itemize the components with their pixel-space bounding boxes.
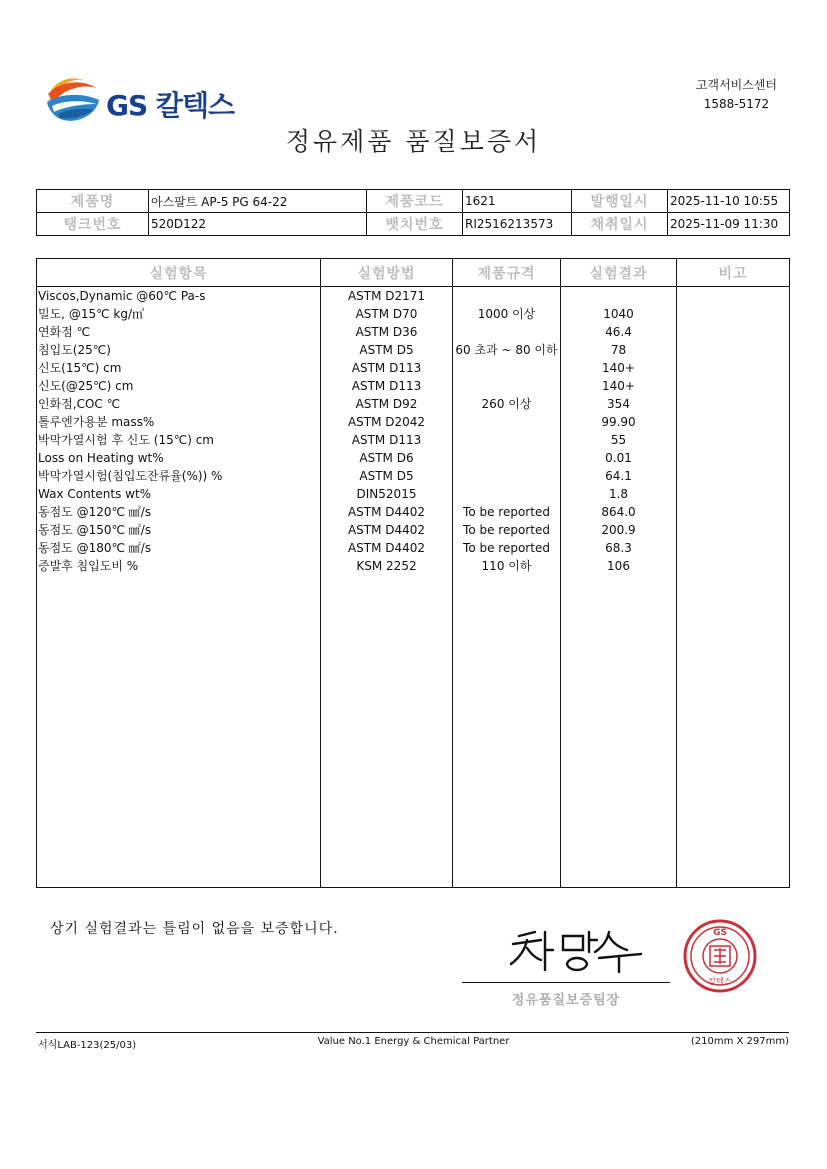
test-method-cell: ASTM D4402 xyxy=(321,521,453,539)
test-item-cell: 동점도 @180℃ ㎟/s xyxy=(37,539,321,557)
product-spec-cell xyxy=(453,485,561,503)
remarks-cell xyxy=(677,503,790,521)
guarantee-statement: 상기 실험결과는 틀림이 없음을 보증합니다. xyxy=(50,921,339,937)
remarks-cell xyxy=(677,449,790,467)
table-row xyxy=(37,449,790,467)
test-item-cell: 증발후 침입도비 % xyxy=(37,557,321,575)
test-item-cell: 신도(@25℃) cm xyxy=(37,377,321,395)
test-result-cell: 68.3 xyxy=(561,539,677,557)
test-method-cell: ASTM D92 xyxy=(321,395,453,413)
paper-size: (210mm X 297mm) xyxy=(690,1036,789,1047)
product-spec-cell xyxy=(453,359,561,377)
tank-no-value: 520D122 xyxy=(149,213,367,236)
test-method-cell: DIN52015 xyxy=(321,485,453,503)
test-method-cell: ASTM D5 xyxy=(321,467,453,485)
empty-cell xyxy=(321,575,453,888)
test-result-cell: 46.4 xyxy=(561,323,677,341)
table-row xyxy=(37,359,790,377)
test-item-cell: 박막가열시험 후 신도 (15℃) cm xyxy=(37,431,321,449)
remarks-cell xyxy=(677,341,790,359)
table-row xyxy=(37,413,790,431)
test-method-cell: KSM 2252 xyxy=(321,557,453,575)
document-title: 정유제품 품질보증서 xyxy=(285,127,542,156)
remarks-cell xyxy=(677,287,790,306)
footer-slogan: Value No.1 Energy & Chemical Partner xyxy=(317,1036,510,1047)
table-row xyxy=(37,521,790,539)
remarks-cell xyxy=(677,413,790,431)
form-number: 서식LAB-123(25/03) xyxy=(38,1040,137,1051)
product-spec-cell xyxy=(453,377,561,395)
svg-text:칼텍스: 칼텍스 xyxy=(708,977,732,986)
test-item-cell: 톨루엔가용분 mass% xyxy=(37,413,321,431)
product-spec-cell xyxy=(453,431,561,449)
table-row xyxy=(37,323,790,341)
test-method-cell: ASTM D36 xyxy=(321,323,453,341)
product-spec-cell xyxy=(453,467,561,485)
test-results-table xyxy=(36,258,790,888)
test-result-cell: 1040 xyxy=(561,305,677,323)
remarks-cell xyxy=(677,323,790,341)
test-item-cell: 인화점,COC ℃ xyxy=(37,395,321,413)
header-test-item: 실험항목 xyxy=(37,259,321,287)
tank-no-label: 탱크번호 xyxy=(37,213,149,236)
remarks-cell xyxy=(677,485,790,503)
test-result-cell: 106 xyxy=(561,557,677,575)
product-spec-cell: To be reported xyxy=(453,539,561,557)
test-result-cell: 864.0 xyxy=(561,503,677,521)
table-row xyxy=(37,557,790,575)
remarks-cell xyxy=(677,557,790,575)
test-method-cell: ASTM D4402 xyxy=(321,503,453,521)
service-center xyxy=(696,76,777,114)
table-row xyxy=(37,341,790,359)
service-phone: 1588-5172 xyxy=(703,97,770,111)
header-product-spec: 제품규격 xyxy=(453,259,561,287)
test-result-cell: 1.8 xyxy=(561,485,677,503)
test-item-cell: 박막가열시험(침입도잔류율(%)) % xyxy=(37,467,321,485)
remarks-cell xyxy=(677,359,790,377)
product-spec-cell xyxy=(453,287,561,306)
test-method-cell: ASTM D2042 xyxy=(321,413,453,431)
test-item-cell: Loss on Heating wt% xyxy=(37,449,321,467)
product-code-label: 제품코드 xyxy=(367,190,463,213)
product-spec-cell xyxy=(453,323,561,341)
table-row xyxy=(37,467,790,485)
remarks-cell xyxy=(677,395,790,413)
company-logo xyxy=(44,72,234,128)
test-item-cell: 밀도, @15℃ kg/㎥ xyxy=(37,305,321,323)
table-row xyxy=(37,503,790,521)
product-code-value: 1621 xyxy=(463,190,572,213)
test-method-cell: ASTM D6 xyxy=(321,449,453,467)
signature-line xyxy=(462,982,670,983)
product-spec-cell: To be reported xyxy=(453,521,561,539)
table-row xyxy=(37,377,790,395)
table-row xyxy=(37,305,790,323)
product-name-label: 제품명 xyxy=(37,190,149,213)
test-method-cell: ASTM D113 xyxy=(321,431,453,449)
results-body xyxy=(37,287,790,888)
product-info-table xyxy=(36,189,790,236)
svg-text:GS: GS xyxy=(713,928,727,938)
test-method-cell: ASTM D4402 xyxy=(321,539,453,557)
company-seal-icon xyxy=(682,918,758,994)
remarks-cell xyxy=(677,377,790,395)
test-item-cell: 동점도 @150℃ ㎟/s xyxy=(37,521,321,539)
info-row-1 xyxy=(37,190,790,213)
remarks-cell xyxy=(677,431,790,449)
test-method-cell: ASTM D70 xyxy=(321,305,453,323)
empty-cell xyxy=(561,575,677,888)
test-item-cell: 연화점 ℃ xyxy=(37,323,321,341)
product-spec-cell: To be reported xyxy=(453,503,561,521)
test-result-cell: 200.9 xyxy=(561,521,677,539)
brand-name: GS 칼텍스 xyxy=(106,89,235,122)
batch-no-label: 뱃치번호 xyxy=(367,213,463,236)
footer-divider xyxy=(36,1032,789,1033)
table-row xyxy=(37,431,790,449)
header-test-result: 실험결과 xyxy=(561,259,677,287)
test-result-cell: 99.90 xyxy=(561,413,677,431)
table-row xyxy=(37,539,790,557)
test-result-cell: 0.01 xyxy=(561,449,677,467)
product-spec-cell: 1000 이상 xyxy=(453,305,561,323)
product-name-value: 아스팔트 AP-5 PG 64-22 xyxy=(149,190,367,213)
empty-cell xyxy=(677,575,790,888)
gs-logo-icon xyxy=(44,72,102,128)
table-row xyxy=(37,395,790,413)
header-remarks: 비고 xyxy=(677,259,790,287)
product-spec-cell: 60 초과 ~ 80 이하 xyxy=(453,341,561,359)
remarks-cell xyxy=(677,539,790,557)
empty-cell xyxy=(37,575,321,888)
product-spec-cell: 110 이하 xyxy=(453,557,561,575)
test-item-cell: Viscos,Dynamic @60℃ Pa-s xyxy=(37,287,321,306)
service-label: 고객서비스센터 xyxy=(695,78,777,92)
remarks-cell xyxy=(677,521,790,539)
remarks-cell xyxy=(677,305,790,323)
product-spec-cell: 260 이상 xyxy=(453,395,561,413)
test-result-cell: 140+ xyxy=(561,377,677,395)
table-filler-row xyxy=(37,575,790,888)
test-item-cell: Wax Contents wt% xyxy=(37,485,321,503)
product-spec-cell xyxy=(453,413,561,431)
test-result-cell: 78 xyxy=(561,341,677,359)
test-result-cell: 55 xyxy=(561,431,677,449)
table-row xyxy=(37,287,790,306)
test-method-cell: ASTM D5 xyxy=(321,341,453,359)
empty-cell xyxy=(453,575,561,888)
test-result-cell xyxy=(561,287,677,306)
test-result-cell: 140+ xyxy=(561,359,677,377)
signature-icon xyxy=(505,926,645,976)
table-row xyxy=(37,485,790,503)
test-result-cell: 64.1 xyxy=(561,467,677,485)
test-result-cell: 354 xyxy=(561,395,677,413)
issue-date-value: 2025-11-10 10:55 xyxy=(668,190,790,213)
info-row-2 xyxy=(37,213,790,236)
test-method-cell: ASTM D113 xyxy=(321,377,453,395)
remarks-cell xyxy=(677,467,790,485)
test-method-cell: ASTM D113 xyxy=(321,359,453,377)
test-method-cell: ASTM D2171 xyxy=(321,287,453,306)
product-spec-cell xyxy=(453,449,561,467)
test-item-cell: 침입도(25℃) xyxy=(37,341,321,359)
signer-title: 정유품질보증팀장 xyxy=(511,993,621,1008)
test-item-cell: 신도(15℃) cm xyxy=(37,359,321,377)
sample-date-label: 채취일시 xyxy=(572,213,668,236)
results-header-row xyxy=(37,259,790,287)
issue-date-label: 발행일시 xyxy=(572,190,668,213)
sample-date-value: 2025-11-09 11:30 xyxy=(668,213,790,236)
header-test-method: 실험방법 xyxy=(321,259,453,287)
test-item-cell: 동점도 @120℃ ㎟/s xyxy=(37,503,321,521)
batch-no-value: RI2516213573 xyxy=(463,213,572,236)
